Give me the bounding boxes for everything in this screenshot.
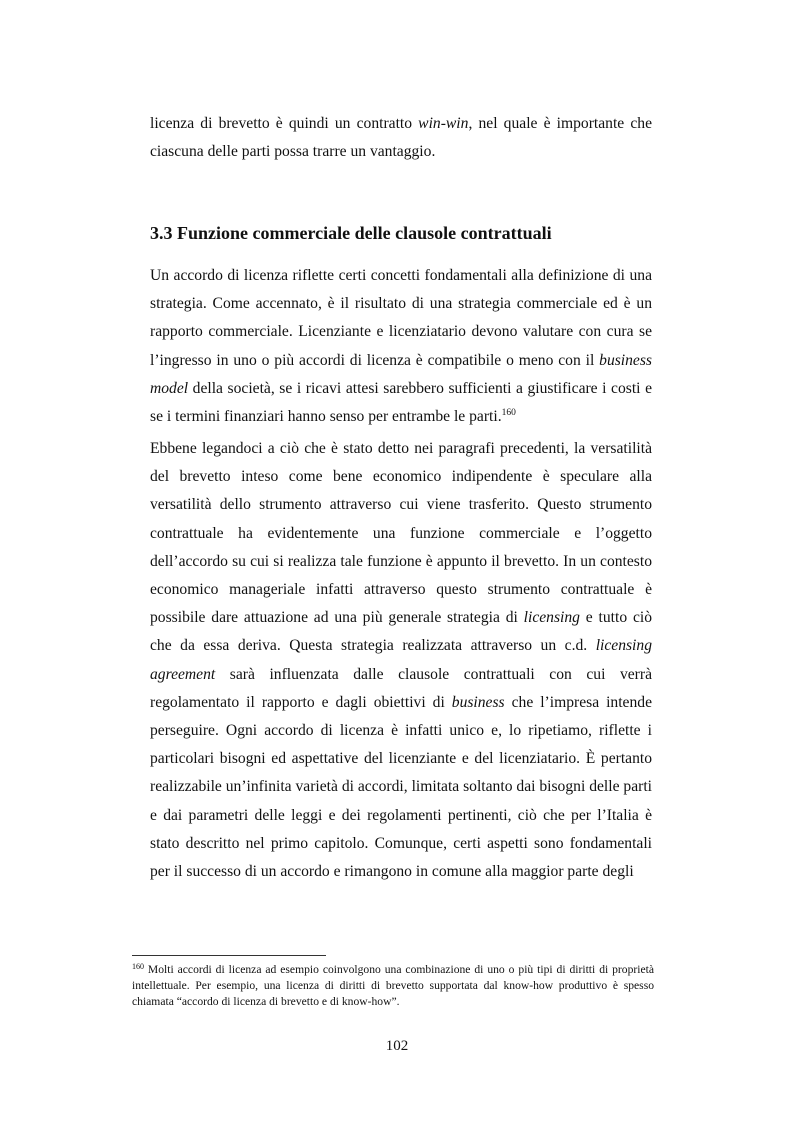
- paragraph-text: Ebbene legandoci a ciò che è stato detto nei paragrafi precedenti, la versatilità del brevetto inteso come bene economico indipendente è speculare alla versatilità dello strumento attraverso cui viene trasferito. Questo strumento contrattuale ha evidentemente una funzione commerciale e l’oggetto dell’accordo su cui si realizza tale funzione è appunto il brevetto. In un contesto economico manageriale infatti attraverso questo strumento contrattuale è possibile dare attuazione ad una più generale strategia di: [150, 440, 652, 627]
- paragraph-licensing-strategy: [150, 262, 652, 431]
- paragraph-text: sarà influenzata dalle clausole contrattuali con cui verrà regolamentato il rapporto e dagli obiettivi di: [150, 665, 652, 711]
- paragraph-text: che l’impresa intende perseguire. Ogni accordo di licenza è infatti unico e, lo ripetiamo, riflette i particolari bisogni ed aspettative del licenziante e del licenziatario. È pertanto realizzabile un’infinita varietà di accordi, limitata soltanto dai bisogni delle parti e dai parametri delle leggi e dei regolamenti pertinenti, ciò che per l’Italia è stato descritto nel primo capitolo. Comunque, certi aspetti sono fondamentali per il successo di un accordo e rimangono in comune alla maggior parte degli: [150, 693, 652, 881]
- section-heading: 3.3 Funzione commerciale delle clausole contrattuali: [150, 223, 552, 243]
- paragraph-text: della società, se i ricavi attesi sarebbero sufficienti a giustificare i costi e se i termini finanziari hanno senso per entrambe le parti.: [150, 379, 652, 426]
- paragraph-text: licenza di brevetto è quindi un contratto: [150, 115, 419, 132]
- footnote-reference[interactable]: 160: [501, 408, 516, 419]
- paragraph-text: e tutto ciò che da essa deriva. Questa strategia realizzata attraverso un c.d.: [150, 609, 652, 655]
- footnote-text: Molti accordi di licenza ad esempio coinvolgono una combinazione di uno o più tipi di diritti di proprietà intellettuale. Per esempio, una licenza di diritti di brevetto supportata dal know-how produttivo è spesso chiamata “accordo di licenza di brevetto e di know-how”.: [132, 963, 654, 1009]
- emphasis-text: licensing: [523, 609, 580, 627]
- paragraph-patent-versatility: [150, 435, 652, 886]
- paragraph-text: , nel quale è importante che ciascuna delle parti possa trarre un vantaggio.: [150, 115, 652, 161]
- paragraph-text: Un accordo di licenza riflette certi concetti fondamentali alla definizione di una strategia. Come accennato, è il risultato di una strategia commerciale ed è un rapporto commerciale. Licenziante e licenziatario devono valutare con cura se l’ingresso in uno o più accordi di licenza è compatibile o meno con il: [150, 267, 652, 369]
- page-number: 102: [385, 1038, 409, 1054]
- emphasis-text: win-win: [418, 115, 469, 132]
- footnote-separator: [132, 955, 326, 956]
- emphasis-text: licensing agreement: [150, 637, 652, 683]
- footnote-number: 160: [132, 962, 144, 971]
- footnote: [132, 962, 654, 1011]
- emphasis-text: business: [451, 693, 505, 711]
- paragraph-continuation: [150, 110, 652, 166]
- emphasis-text: business model: [150, 351, 652, 397]
